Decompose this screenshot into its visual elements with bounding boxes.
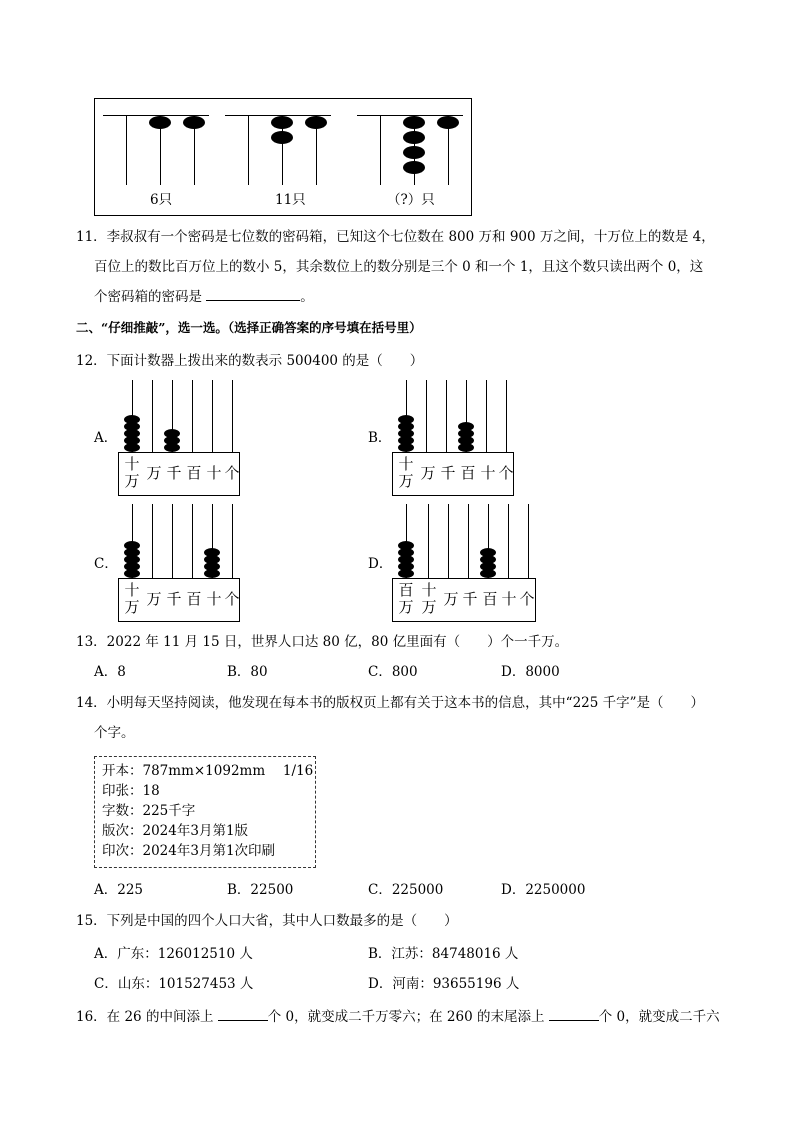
abacus-group-3 <box>357 99 467 215</box>
bead <box>398 541 414 550</box>
q15-option-a[interactable]: A．广东：126012510 人 <box>94 946 253 962</box>
bead <box>437 116 459 129</box>
bead <box>480 548 496 557</box>
q15-option-c[interactable]: C．山东：101527453 人 <box>94 976 254 992</box>
place-labels: 十 万 万 千 百 十 个 <box>118 578 240 622</box>
q16-stem <box>76 1008 720 1026</box>
answer-blank[interactable] <box>549 1008 599 1021</box>
abacus-label-2: 11只 <box>275 192 306 208</box>
counter-b <box>392 380 514 496</box>
q12-option-b-letter: B． <box>368 430 392 446</box>
q12-option-a-letter: A． <box>94 430 118 446</box>
q12-stem: 12．下面计数器上拨出来的数表示 500400 的是（ ） <box>76 353 424 369</box>
bead <box>403 161 425 174</box>
abacus-group-1 <box>103 99 213 215</box>
q11-line3-text: 个密码箱的密码是 <box>94 289 207 305</box>
bead <box>183 116 205 129</box>
q13-option-b[interactable]: B．80 <box>227 664 268 680</box>
bead <box>305 116 327 129</box>
q14-option-c[interactable]: C．225000 <box>368 882 444 898</box>
q14-option-a[interactable]: A．225 <box>94 882 144 898</box>
q16-part1: 16．在 26 的中间添上 <box>76 1009 218 1025</box>
bead <box>403 146 425 159</box>
q14-stem-line1: 14．小明每天坚持阅读，他发现在每本书的版权页上都有关于这本书的信息，其中“225 千字”是（ ） <box>76 695 705 711</box>
info-line-2: 印张：18 <box>102 783 160 799</box>
info-line-4: 版次：2024年3月第1版 <box>102 823 249 839</box>
bead <box>124 415 140 424</box>
q11-line1: 11．李叔叔有一个密码是七位数的密码箱，已知这个七位数在 800 万和 900 万之间，十万位上的数是 4， <box>76 229 715 245</box>
q11-line3-end: 。 <box>300 289 314 305</box>
answer-blank[interactable] <box>218 1008 268 1021</box>
place-labels: 十 万 万 千 百 十 个 <box>118 452 240 496</box>
q13-option-a[interactable]: A．8 <box>94 664 126 680</box>
q12-option-d-letter: D． <box>368 556 393 572</box>
bead <box>458 422 474 431</box>
bead <box>403 116 425 129</box>
place-labels: 十 万 万 千 百 十 个 <box>392 452 514 496</box>
q11-line3 <box>94 288 314 306</box>
bead <box>403 131 425 144</box>
abacus-label-3: （?）只 <box>387 192 435 208</box>
q15-stem: 15．下列是中国的四个人口大省，其中人口数最多的是（ ） <box>76 913 458 929</box>
q14-stem-line2: 个字。 <box>94 725 135 741</box>
q15-option-d[interactable]: D．河南：93655196 人 <box>368 976 520 992</box>
bead <box>271 116 293 129</box>
place-labels: 百 万 十 万 万 千 百 十 个 <box>392 578 536 622</box>
copyright-info-box <box>94 756 316 868</box>
abacus-label-1: 6只 <box>150 192 173 208</box>
info-line-5: 印次：2024年3月第1次印刷 <box>102 843 276 859</box>
q16-part3: 个 0，就变成二千六 <box>598 1009 720 1025</box>
q16-part2: 个 0，就变成二千万零六；在 260 的末尾添上 <box>267 1009 549 1025</box>
bead <box>149 116 171 129</box>
bead <box>398 415 414 424</box>
section-title: 二、“仔细推敲”，选一选。（选择正确答案的序号填在括号里） <box>76 320 422 335</box>
q14-option-d[interactable]: D．2250000 <box>501 882 586 898</box>
info-line-1: 开本：787mm×1092mm 1/16 <box>102 763 314 779</box>
abacus-figure <box>94 98 472 216</box>
answer-blank[interactable] <box>206 288 300 301</box>
q15-option-b[interactable]: B．江苏：84748016 人 <box>368 946 519 962</box>
bead <box>271 131 293 144</box>
q11-line2: 百位上的数比百万位上的数小 5，其余数位上的数分别是三个 0 和一个 1，且这个数只读出两个 0，这 <box>94 259 704 275</box>
counter-c <box>118 504 240 620</box>
abacus-group-2 <box>225 99 335 215</box>
q13-stem: 13．2022 年 11 月 15 日，世界人口达 80 亿，80 亿里面有（ ）个一千万。 <box>76 634 569 650</box>
q14-option-b[interactable]: B．22500 <box>227 882 294 898</box>
info-line-3: 字数：225千字 <box>102 803 196 819</box>
counter-a <box>118 380 240 496</box>
q12-option-c-letter: C． <box>94 556 118 572</box>
q13-option-d[interactable]: D．8000 <box>501 664 560 680</box>
bead <box>204 548 220 557</box>
q13-option-c[interactable]: C．800 <box>368 664 418 680</box>
bead <box>164 429 180 438</box>
counter-d <box>392 504 536 620</box>
bead <box>124 541 140 550</box>
